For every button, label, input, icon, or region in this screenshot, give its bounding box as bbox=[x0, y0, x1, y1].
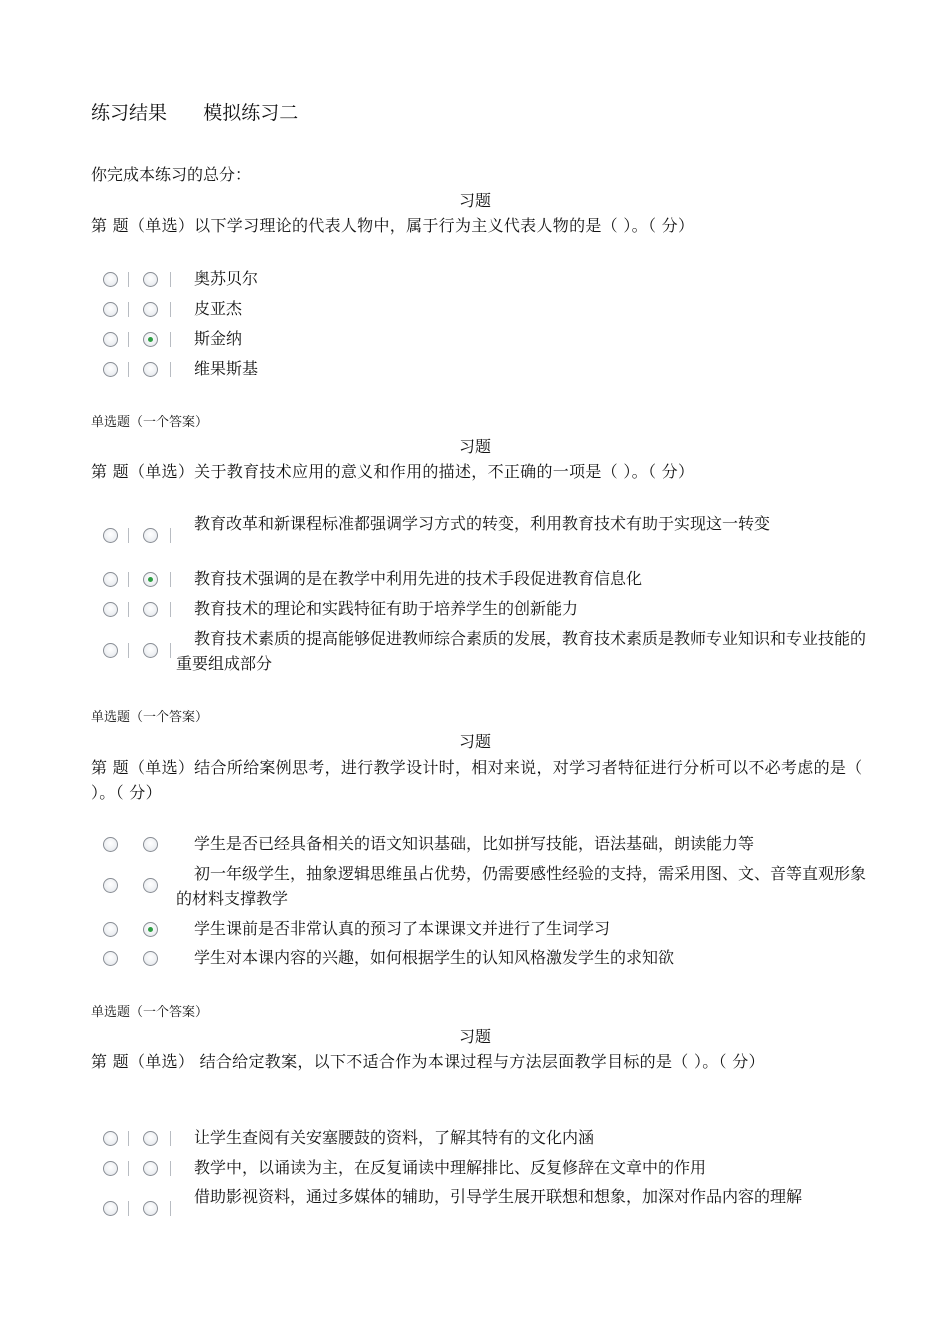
option-label: 学生是否已经具备相关的语文知识基础，比如拼写技能，语法基础，朗读能力等 bbox=[194, 834, 755, 853]
answer-option[interactable] bbox=[100, 511, 870, 561]
answer-option[interactable] bbox=[100, 356, 870, 382]
divider bbox=[128, 272, 129, 287]
radio-button[interactable] bbox=[103, 332, 118, 347]
divider bbox=[170, 362, 171, 377]
divider bbox=[128, 302, 129, 317]
question-heading: 习题 bbox=[458, 732, 491, 751]
divider bbox=[128, 362, 129, 377]
radio-button[interactable] bbox=[103, 528, 118, 543]
divider bbox=[170, 1161, 171, 1176]
radio-button[interactable] bbox=[103, 1131, 118, 1146]
option-label: 教育技术的理论和实践特征有助于培养学生的创新能力 bbox=[194, 599, 579, 618]
answer-option[interactable] bbox=[100, 596, 870, 622]
option-label: 斯金纳 bbox=[194, 329, 243, 348]
radio-button[interactable] bbox=[143, 837, 158, 852]
radio-button[interactable] bbox=[103, 837, 118, 852]
radio-button[interactable] bbox=[103, 1161, 118, 1176]
option-label: 教学中，以诵读为主，在反复诵读中理解排比、反复修辞在文章中的作用 bbox=[194, 1158, 707, 1177]
answer-option[interactable] bbox=[100, 945, 870, 971]
radio-button[interactable] bbox=[143, 878, 158, 893]
option-label: 皮亚杰 bbox=[194, 299, 243, 318]
radio-button[interactable] bbox=[103, 951, 118, 966]
divider bbox=[170, 302, 171, 317]
option-label: 让学生查阅有关安塞腰鼓的资料，了解其特有的文化内涵 bbox=[194, 1128, 595, 1147]
divider bbox=[170, 602, 171, 617]
answer-option[interactable] bbox=[100, 831, 870, 857]
radio-button[interactable] bbox=[103, 922, 118, 937]
option-label: 奥苏贝尔 bbox=[194, 269, 259, 288]
divider bbox=[128, 528, 129, 543]
question-text: 第 题（单选）关于教育技术应用的意义和作用的描述，不正确的一项是（ ）。（ 分） bbox=[91, 462, 695, 481]
option-label: 教育技术素质的提高能够促进教师综合素质的发展，教育技术素质是教师专业知识和专业技能的重要组成部分 bbox=[176, 629, 867, 673]
question-heading: 习题 bbox=[458, 191, 491, 210]
option-label: 维果斯基 bbox=[194, 359, 259, 378]
radio-button[interactable] bbox=[143, 951, 158, 966]
radio-button[interactable] bbox=[103, 878, 118, 893]
question-type-note: 单选题（一个答案） bbox=[91, 1005, 209, 1020]
question-text: 第 题（单选） 结合给定教案，以下不适合作为本课过程与方法层面教学目标的是（ ）。（ 分） bbox=[91, 1052, 765, 1071]
radio-button[interactable] bbox=[103, 362, 118, 377]
option-label: 初一年级学生，抽象逻辑思维虽占优势，仍需要感性经验的支持，需采用图、文、音等直观形象的材料支撑教学 bbox=[176, 864, 867, 908]
radio-button-selected[interactable] bbox=[143, 572, 158, 587]
answer-option[interactable] bbox=[100, 626, 870, 676]
option-label: 学生对本课内容的兴趣，如何根据学生的认知风格激发学生的求知欲 bbox=[194, 948, 675, 967]
divider bbox=[170, 272, 171, 287]
divider bbox=[170, 1201, 171, 1216]
answer-option[interactable] bbox=[100, 1125, 870, 1151]
divider bbox=[128, 1201, 129, 1216]
radio-button[interactable] bbox=[103, 602, 118, 617]
question-type-note: 单选题（一个答案） bbox=[91, 415, 209, 430]
divider bbox=[128, 572, 129, 587]
question-heading: 习题 bbox=[458, 437, 491, 456]
divider bbox=[128, 1131, 129, 1146]
radio-button[interactable] bbox=[143, 1201, 158, 1216]
answer-option[interactable] bbox=[100, 861, 870, 911]
radio-button-selected[interactable] bbox=[143, 332, 158, 347]
answer-option[interactable] bbox=[100, 916, 870, 942]
page-title: 练习结果 模拟练习二 bbox=[91, 102, 299, 124]
radio-button[interactable] bbox=[143, 643, 158, 658]
divider bbox=[170, 1131, 171, 1146]
answer-option[interactable] bbox=[100, 296, 870, 322]
divider bbox=[170, 572, 171, 587]
divider bbox=[170, 528, 171, 543]
question-type-note: 单选题（一个答案） bbox=[91, 710, 209, 725]
radio-button[interactable] bbox=[143, 1131, 158, 1146]
radio-button[interactable] bbox=[103, 643, 118, 658]
option-label: 教育技术强调的是在教学中利用先进的技术手段促进教育信息化 bbox=[194, 569, 643, 588]
radio-button[interactable] bbox=[103, 1201, 118, 1216]
radio-button[interactable] bbox=[103, 272, 118, 287]
answer-option[interactable] bbox=[100, 266, 870, 292]
radio-button[interactable] bbox=[143, 272, 158, 287]
divider bbox=[128, 332, 129, 347]
radio-button[interactable] bbox=[143, 1161, 158, 1176]
answer-option[interactable] bbox=[100, 1155, 870, 1181]
radio-button[interactable] bbox=[143, 528, 158, 543]
total-score-label: 你完成本练习的总分： bbox=[91, 165, 252, 184]
divider bbox=[170, 332, 171, 347]
question-heading: 习题 bbox=[458, 1027, 491, 1046]
radio-button-selected[interactable] bbox=[143, 922, 158, 937]
divider bbox=[128, 602, 129, 617]
question-text: 第 题（单选）结合所给案例思考，进行教学设计时，相对来说，对学习者特征进行分析可以不必考虑的是（ ）。（ 分） bbox=[91, 758, 863, 802]
divider bbox=[170, 643, 171, 658]
radio-button[interactable] bbox=[143, 602, 158, 617]
divider bbox=[128, 1161, 129, 1176]
question-text: 第 题（单选）以下学习理论的代表人物中，属于行为主义代表人物的是（ ）。（ 分） bbox=[91, 216, 695, 235]
option-label: 学生课前是否非常认真的预习了本课课文并进行了生词学习 bbox=[194, 919, 611, 938]
divider bbox=[128, 643, 129, 658]
radio-button[interactable] bbox=[143, 362, 158, 377]
answer-option[interactable] bbox=[100, 326, 870, 352]
radio-button[interactable] bbox=[103, 302, 118, 317]
option-label: 教育改革和新课程标准都强调学习方式的转变，利用教育技术有助于实现这一转变 bbox=[194, 514, 771, 533]
radio-button[interactable] bbox=[103, 572, 118, 587]
answer-option[interactable] bbox=[100, 1184, 870, 1234]
option-label: 借助影视资料，通过多媒体的辅助，引导学生展开联想和想象，加深对作品内容的理解 bbox=[194, 1187, 803, 1206]
radio-button[interactable] bbox=[143, 302, 158, 317]
answer-option[interactable] bbox=[100, 566, 870, 592]
